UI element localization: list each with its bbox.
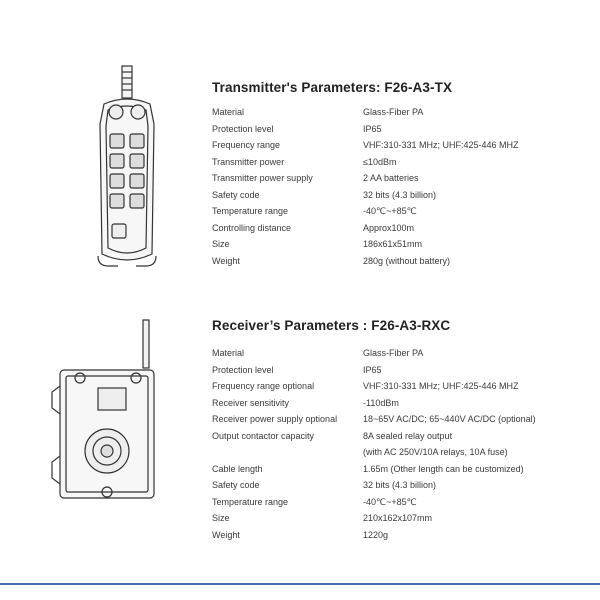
spec-label: Temperature range — [212, 206, 289, 216]
receiver-image — [48, 316, 163, 506]
spec-value: -110dBm — [363, 397, 399, 408]
spec-label: Frequency range — [212, 140, 281, 150]
table-row — [212, 444, 592, 461]
spec-label: Protection level — [212, 364, 274, 375]
spec-value: VHF:310-331 MHz; UHF:425-446 MHZ — [363, 381, 519, 391]
spec-label: Receiver sensitivity — [212, 397, 290, 408]
table-row — [212, 461, 592, 478]
transmitter-spec-table — [212, 104, 592, 269]
spec-label: Protection level — [212, 123, 274, 134]
spec-value: VHF:310-331 MHz; UHF:425-446 MHZ — [363, 140, 519, 150]
transmitter-image — [92, 64, 162, 274]
spec-value: -40℃~+85℃ — [363, 206, 417, 216]
table-row — [212, 121, 592, 138]
table-row — [212, 494, 592, 511]
spec-value: 18~65V AC/DC; 65~440V AC/DC (optional) — [363, 414, 536, 424]
spec-value: (with AC 250V/10A relays, 10A fuse) — [363, 447, 508, 457]
spec-label: Material — [212, 348, 245, 358]
spec-value: Approx100m — [363, 222, 415, 233]
table-row — [212, 345, 592, 362]
table-row — [212, 527, 592, 544]
spec-value: 32 bits (4.3 billion) — [363, 480, 437, 490]
table-row — [212, 378, 592, 395]
spec-label: Safety code — [212, 480, 260, 490]
table-row — [212, 253, 592, 270]
spec-value: IP65 — [363, 364, 382, 375]
spec-label: Size — [212, 513, 230, 523]
transmitter-heading: Transmitter's Parameters: F26-A3-TX — [212, 80, 453, 95]
spec-label: Cable length — [212, 463, 263, 474]
table-row — [212, 154, 592, 171]
spec-label: Weight — [212, 529, 240, 540]
table-row — [212, 395, 592, 412]
table-row — [212, 104, 592, 121]
spec-label: Temperature range — [212, 496, 289, 507]
spec-label: Output contactor capacity — [212, 430, 315, 441]
spec-label: Controlling distance — [212, 222, 292, 233]
spec-label: Weight — [212, 255, 240, 266]
table-row — [212, 428, 592, 445]
spec-value: IP65 — [363, 123, 382, 134]
receiver-heading: Receiver’s Parameters : F26-A3-RXC — [212, 318, 451, 333]
spec-label: Frequency range optional — [212, 381, 315, 391]
spec-label: Transmitter power — [212, 156, 285, 167]
spec-value: 210x162x107mm — [363, 513, 433, 523]
spec-label: Material — [212, 107, 245, 117]
table-row — [212, 187, 592, 204]
table-row — [212, 236, 592, 253]
spec-value: ≤10dBm — [363, 156, 397, 167]
spec-value: Glass-Fiber PA — [363, 348, 424, 358]
spec-value: 1.65m (Other length can be customized) — [363, 463, 524, 474]
spec-value: 2 AA batteries — [363, 173, 419, 183]
spec-label: Size — [212, 239, 230, 249]
table-row — [212, 203, 592, 220]
spec-label: Receiver power supply optional — [212, 414, 338, 424]
spec-value: -40℃~+85℃ — [363, 496, 417, 507]
spec-value: 8A sealed relay output — [363, 430, 453, 441]
table-row — [212, 170, 592, 187]
spec-label: Transmitter power supply — [212, 173, 313, 183]
table-row — [212, 220, 592, 237]
bottom-divider — [0, 583, 600, 585]
spec-value: 1220g — [363, 529, 389, 540]
spec-value: Glass-Fiber PA — [363, 107, 424, 117]
table-row — [212, 510, 592, 527]
table-row — [212, 362, 592, 379]
spec-value: 280g (without battery) — [363, 255, 451, 266]
table-row — [212, 477, 592, 494]
receiver-spec-table — [212, 345, 592, 543]
table-row — [212, 411, 592, 428]
table-row — [212, 137, 592, 154]
spec-label: Safety code — [212, 189, 260, 200]
spec-value: 32 bits (4.3 billion) — [363, 189, 437, 200]
spec-value: 186x61x51mm — [363, 239, 423, 249]
